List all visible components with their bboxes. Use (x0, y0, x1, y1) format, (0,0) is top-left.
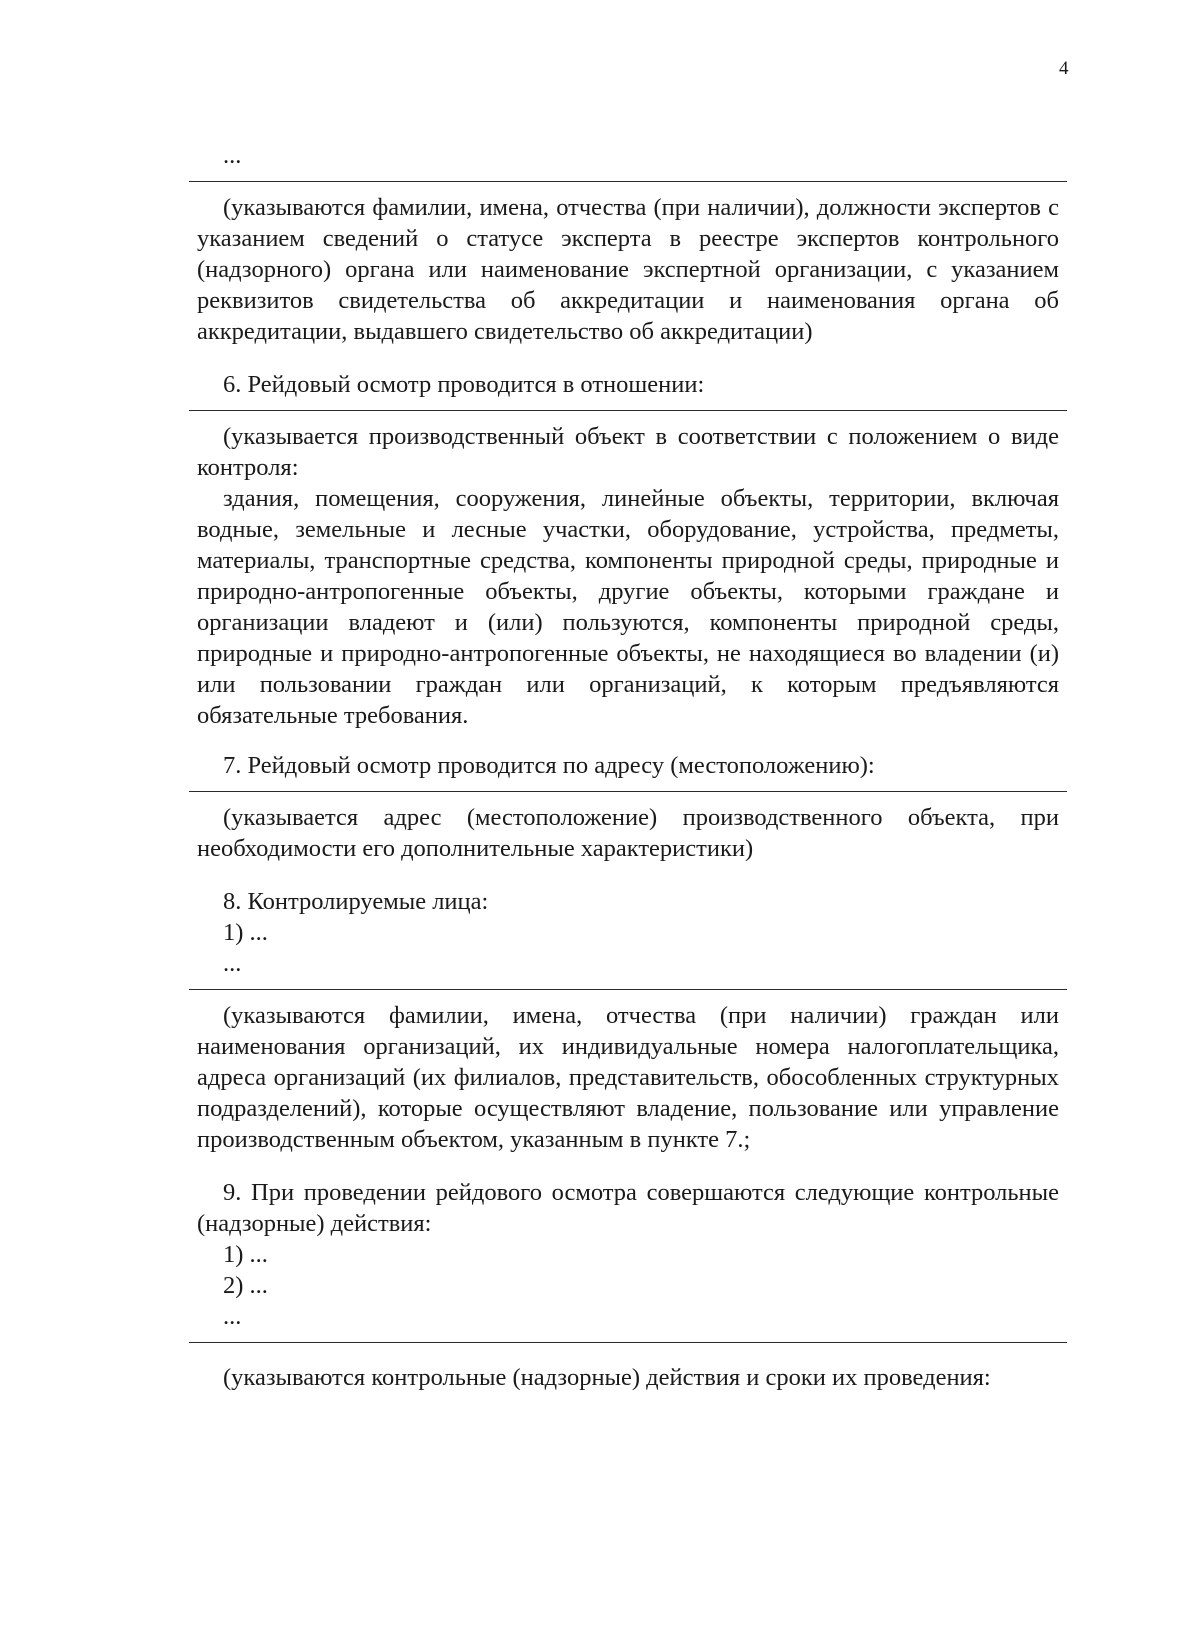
item-6-heading: 6. Рейдовый осмотр проводится в отношении: (223, 371, 705, 398)
experts-hint: (указываются фамилии, имена, отчества (при наличии), должности экспертов с указанием сведений о статусе эксперта в реестре экспертов контрольного (надзорного) органа или наименование экспертной организации, с указанием реквизитов свидетельства об аккредитации и наименования органа об аккредитации, выдавшего свидетельство об аккредитации) (197, 194, 1059, 345)
document-body (197, 140, 1059, 1393)
page-number: 4 (1059, 58, 1069, 79)
experts-ellipsis: ... (223, 142, 242, 169)
item-8-list-item: ... (223, 950, 242, 977)
item-8-hint: (указываются фамилии, имена, отчества (при наличии) граждан или наименования организаций, их индивидуальные номера налогоплательщика, адреса организаций (их филиалов, представительств, обособленных структурных подразделений), которые осуществляют владение, пользование или управление производственным объектом, указанным в пункте 7.; (197, 1002, 1059, 1153)
item-9-list-item: 1) ... (223, 1241, 268, 1268)
item-7-heading: 7. Рейдовый осмотр проводится по адресу (местоположению): (223, 752, 875, 779)
item-8-heading: 8. Контролируемые лица: (223, 888, 489, 915)
item-9-hint: (указываются контрольные (надзорные) действия и сроки их проведения: (223, 1364, 991, 1391)
item-7-hint: (указывается адрес (местоположение) производственного объекта, при необходимости его дополнительные характеристики) (197, 804, 1059, 862)
item-9-list-item: ... (223, 1303, 242, 1330)
item-9-heading: 9. При проведении рейдового осмотра совершаются следующие контрольные (надзорные) действия: (197, 1179, 1059, 1237)
item-6-hint-body: здания, помещения, сооружения, линейные объекты, территории, включая водные, земельные и лесные участки, оборудование, устройства, предметы, материалы, транспортные средства, компоненты природной среды, природные и природно-антропогенные объекты, другие объекты, которыми граждане и организации владеют и (или) пользуются, компоненты природной среды, природные и природно-антропогенные объекты, не находящиеся во владении (и) или пользовании граждан или организаций, к которым предъявляются обязательные требования. (197, 485, 1059, 729)
item-6-hint-intro: (указывается производственный объект в соответствии с положением о виде контроля: (197, 423, 1059, 481)
item-8-list-item: 1) ... (223, 919, 268, 946)
item-9-list-item: 2) ... (223, 1272, 268, 1299)
